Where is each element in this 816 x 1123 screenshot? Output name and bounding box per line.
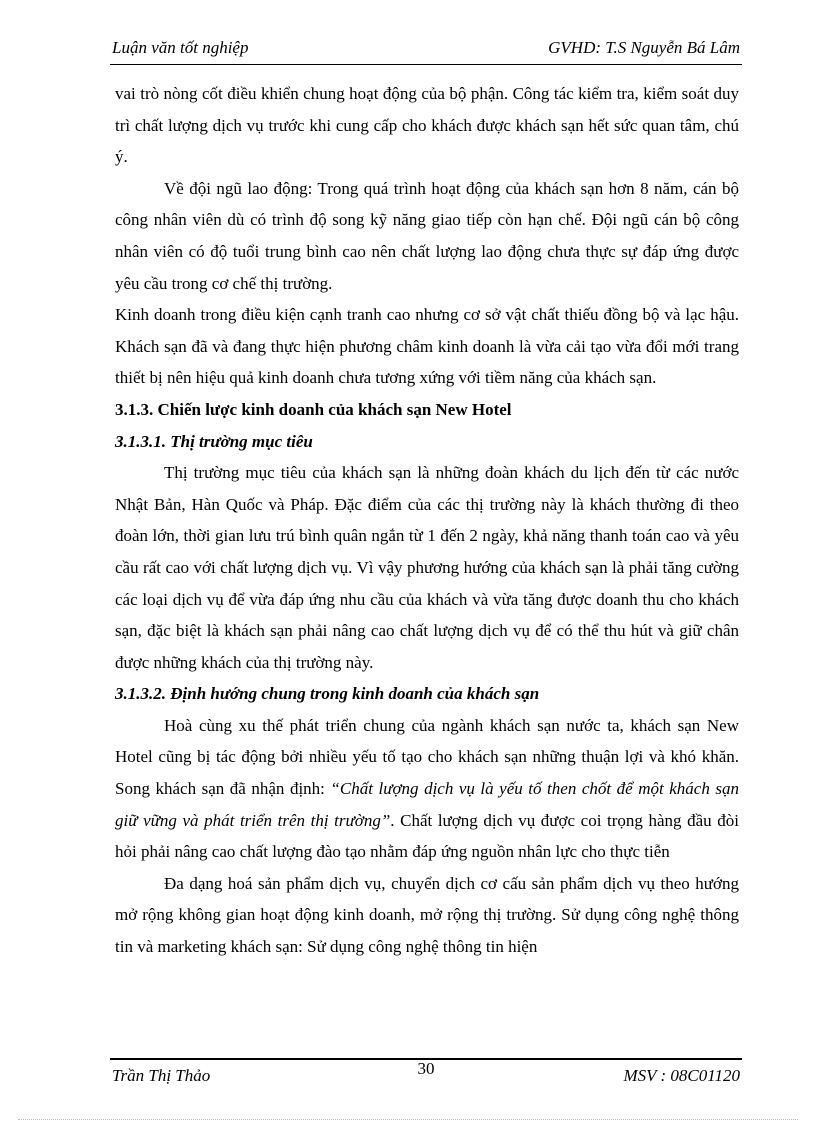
quoted-statement: “Chất lượng dịch vụ là yếu tố then chốt để một khách sạn giữ vững và phát triển trên thị trường” — [115, 779, 739, 830]
page-number: 30 — [417, 1059, 435, 1078]
page-footer — [112, 1059, 740, 1088]
section-heading-3-1-3: 3.1.3. Chiến lược kinh doanh của khách sạn New Hotel — [115, 399, 512, 419]
document-body — [115, 78, 739, 963]
paragraph-facilities: Kinh doanh trong điều kiện cạnh tranh cao nhưng cơ sở vật chất thiếu đồng bộ và lạc hậu. Khách sạn đã và đang thực hiện phương châm kinh doanh là vừa cải tạo vừa đổi mới trang thiết bị nên hiệu quả kinh doanh chưa tương xứng với tiềm năng của khách sạn. — [115, 305, 739, 388]
paragraph-target-market: Thị trường mục tiêu của khách sạn là những đoàn khách du lịch đến từ các nước Nhật Bản, Hàn Quốc và Pháp. Đặc điểm của các thị trường này là khách thường đi theo đoàn lớn, thời gian lưu trú bình quân ngắn từ 1 đến 2 ngày, khả năng thanh toán cao và yêu cầu rất cao với chất lượng dịch vụ. Vì vậy phương hướng của khách sạn là phải tăng cường các loại dịch vụ để vừa đáp ứng nhu cầu của khách và vừa tăng được doanh thu cho khách sạn, đặc biệt là khách sạn phải nâng cao chất lượng dịch vụ để có thể thu hút và giữ chân được những khách của thị trường này. — [115, 463, 739, 672]
header-thesis-title: Luận văn tốt nghiệp — [112, 38, 249, 57]
paragraph-diversification: Đa dạng hoá sản phẩm dịch vụ, chuyển dịch cơ cấu sản phẩm dịch vụ theo hướng mở rộng không gian hoạt động kinh doanh, mở rộng thị trường. Sử dụng công nghệ thông tin và marketing khách sạn: Sử dụng công nghệ thông tin hiện — [115, 873, 739, 957]
footer-student-id: MSV : 08C01120 — [623, 1066, 740, 1085]
footer-author: Trần Thị Thảo — [112, 1066, 211, 1085]
paragraph-text: Hoà cùng xu thế phát triển chung của ngành khách sạn nước ta, khách sạn New Hotel cũng bị tác động bởi nhiều yếu tố tạo cho khách sạn những thuận lợi và khó khăn. Song khách sạn đã nhận định: — [115, 715, 739, 799]
paragraph-text: . Chất lượng dịch vụ được coi trọng hàng đầu đòi hỏi phải nâng cao chất lượng đào tạo nhằm đáp ứng nguồn nhân lực cho thực tiễn — [115, 810, 739, 862]
page-bottom-edge — [18, 1119, 798, 1120]
section-heading-3-1-3-2: 3.1.3.2. Định hướng chung trong kinh doanh của khách sạn — [115, 684, 540, 704]
page-header — [112, 38, 740, 62]
header-advisor: GVHD: T.S Nguyễn Bá Lâm — [548, 38, 740, 57]
header-divider — [110, 64, 742, 65]
section-heading-3-1-3-1: 3.1.3.1. Thị trường mục tiêu — [115, 431, 313, 451]
paragraph-general-direction — [115, 710, 739, 868]
paragraph-workforce: Về đội ngũ lao động: Trong quá trình hoạt động của khách sạn hơn 8 năm, cán bộ công nhân viên dù có trình độ song kỹ năng giao tiếp còn hạn chế. Đội ngũ cán bộ công nhân viên có độ tuổi trung bình cao nên chất lượng lao động chưa thực sự đáp ứng được yêu cầu trong cơ chế thị trường. — [115, 178, 739, 293]
paragraph-staff-control: vai trò nòng cốt điều khiển chung hoạt động của bộ phận. Công tác kiểm tra, kiểm soát duy trì chất lượng dịch vụ trước khi cung cấp cho khách được khách sạn hết sức quan tâm, chú ý. — [115, 84, 739, 167]
